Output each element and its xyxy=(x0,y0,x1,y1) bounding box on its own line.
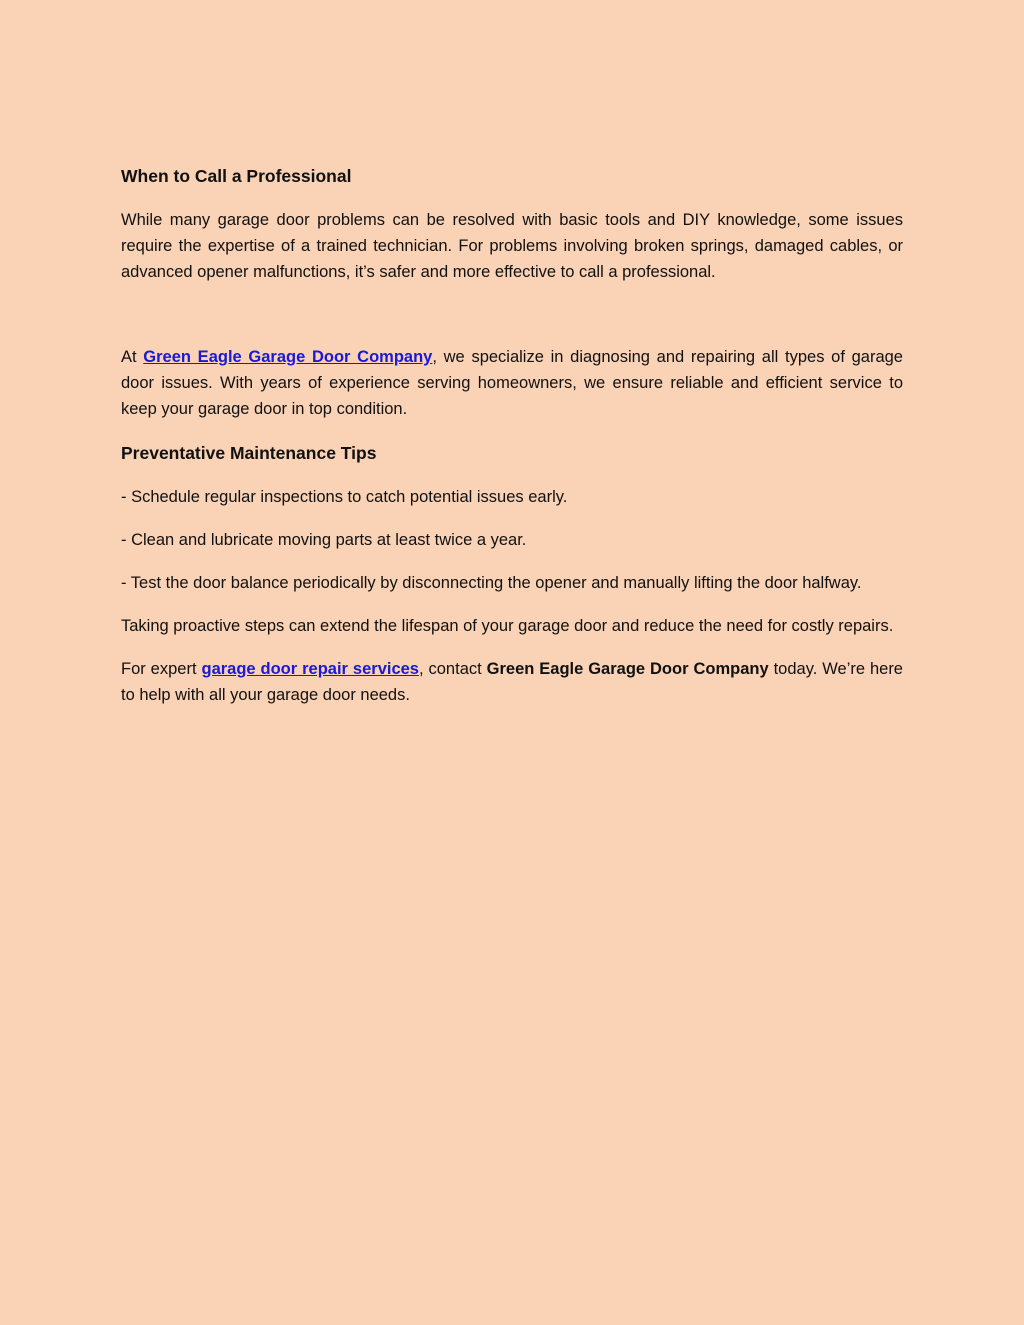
closing-prefix: For expert xyxy=(121,660,202,678)
paragraph-closing xyxy=(121,656,903,708)
paragraph-company-intro xyxy=(121,344,903,422)
closing-suffix: today. We’re here to help with all your garage door needs. xyxy=(121,660,903,704)
repair-services-link[interactable]: garage door repair services xyxy=(201,660,419,678)
company-intro-suffix: , we specialize in diagnosing and repairing all types of garage door issues. With years of experience serving homeowners, we ensure reliable and efficient service to keep your garage door in top condition. xyxy=(121,348,903,418)
list-item: - Schedule regular inspections to catch potential issues early. xyxy=(121,488,568,506)
document-body xyxy=(121,163,903,708)
heading-call-professional: When to Call a Professional xyxy=(121,166,352,186)
company-name-bold: Green Eagle Garage Door Company xyxy=(486,660,769,678)
closing-middle: , contact xyxy=(418,660,487,678)
paragraph-call-professional: While many garage door problems can be resolved with basic tools and DIY knowledge, some issues require the expertise of a trained technician. For problems involving broken springs, damaged cables, or advanced opener malfunctions, it’s safer and more effective to call a professional. xyxy=(121,211,903,281)
heading-maintenance-tips: Preventative Maintenance Tips xyxy=(121,443,377,463)
list-item: - Clean and lubricate moving parts at least twice a year. xyxy=(121,531,527,549)
company-link[interactable]: Green Eagle Garage Door Company xyxy=(143,348,433,366)
paragraph-proactive-steps: Taking proactive steps can extend the lifespan of your garage door and reduce the need for costly repairs. xyxy=(121,617,894,635)
company-intro-prefix: At xyxy=(121,348,144,366)
list-item: - Test the door balance periodically by disconnecting the opener and manually lifting the door halfway. xyxy=(121,574,862,592)
